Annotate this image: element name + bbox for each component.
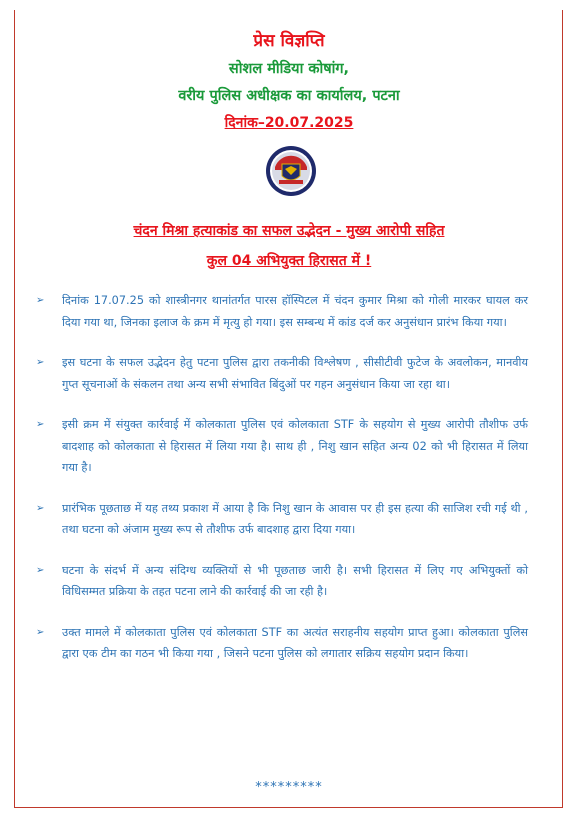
headline <box>0 216 578 276</box>
list-item <box>36 352 528 395</box>
list-item <box>36 622 528 665</box>
bullet-arrow-icon: ➢ <box>36 626 45 638</box>
office-name: वरीय पुलिस अधीक्षक का कार्यालय, पटना <box>178 88 400 104</box>
list-item-text: इसी क्रम में संयुक्त कार्रवाई में कोलकाता पुलिस एवं कोलकाता STF के सहयोग से मुख्य आरोपी तौशीफ उर्फ बादशाह को कोलकाता से हिरासत में लिया गया है। साथ ही , निशु खान सहित अन्य 02 को भी हिरासत में लिया गया है। <box>62 418 528 474</box>
department-name: सोशल मीडिया कोषांग, <box>228 61 350 77</box>
bullet-arrow-icon: ➢ <box>36 502 45 514</box>
list-item-text: घटना के संदर्भ में अन्य संदिग्ध व्यक्तियों से भी पूछताछ जारी है। सभी हिरासत में लिए गए अभियुक्तों को विधिसम्मत प्रक्रिया के तहत पटना लाने की कार्रवाई की जा रही है। <box>62 563 528 598</box>
list-item-text: दिनांक 17.07.25 को शास्त्रीनगर थानांतर्गत पारस हॉस्पिटल में चंदन कुमार मिश्रा को गोली मारकर घायल कर दिया गया था, जिनका इलाज के क्रम में मृत्यु हो गया। इस सम्बन्ध में कांड दर्ज कर अनुसंधान प्रारंभ किया गया। <box>62 294 528 329</box>
release-date: दिनांक–20.07.2025 <box>224 115 354 131</box>
list-item <box>36 414 528 479</box>
bihar-police-emblem-icon <box>265 145 317 197</box>
list-item-text: प्रारंभिक पूछताछ में यह तथ्य प्रकाश में आया है कि निशु खान के आवास पर ही इस हत्या की साजिश रची गई थी , तथा घटना को अंजाम मुख्य रूप से तौशीफ उर्फ बादशाह द्वारा दिया गया। <box>62 501 528 536</box>
list-item <box>36 560 528 603</box>
headline-line-2: कुल 04 अभियुक्त हिरासत में ! <box>206 253 372 269</box>
press-release-title: प्रेस विज्ञप्ति <box>253 31 325 51</box>
list-item-text: इस घटना के सफल उद्भेदन हेतु पटना पुलिस द्वारा तकनीकी विश्लेषण , सीसीटीवी फुटेज के अवलोकन, मानवीय गुप्त सूचनाओं के संकलन तथा अन्य सभी संभावित बिंदुओं पर गहन अनुसंधान किया जा रहा था। <box>62 356 528 391</box>
bullet-arrow-icon: ➢ <box>36 295 45 306</box>
bullet-arrow-icon: ➢ <box>36 419 45 430</box>
list-item <box>36 498 528 541</box>
header <box>0 30 578 132</box>
list-item-text: उक्त मामले में कोलकाता पुलिस एवं कोलकाता STF का अत्यंत सराहनीय सहयोग प्राप्त हुआ। कोलकाता पुलिस द्वारा एक टीम का गठन भी किया गया , जिसने पटना पुलिस को लगातार सक्रिय सहयोग प्रदान किया। <box>62 625 528 660</box>
footer-stars: ********* <box>255 780 323 795</box>
bullet-arrow-icon: ➢ <box>36 357 45 368</box>
list-item <box>36 290 528 333</box>
bullet-list <box>36 290 528 684</box>
headline-line-1: चंदन मिश्रा हत्याकांड का सफल उद्भेदन - मुख्य आरोपी सहित <box>133 223 445 239</box>
bullet-arrow-icon: ➢ <box>36 564 45 576</box>
